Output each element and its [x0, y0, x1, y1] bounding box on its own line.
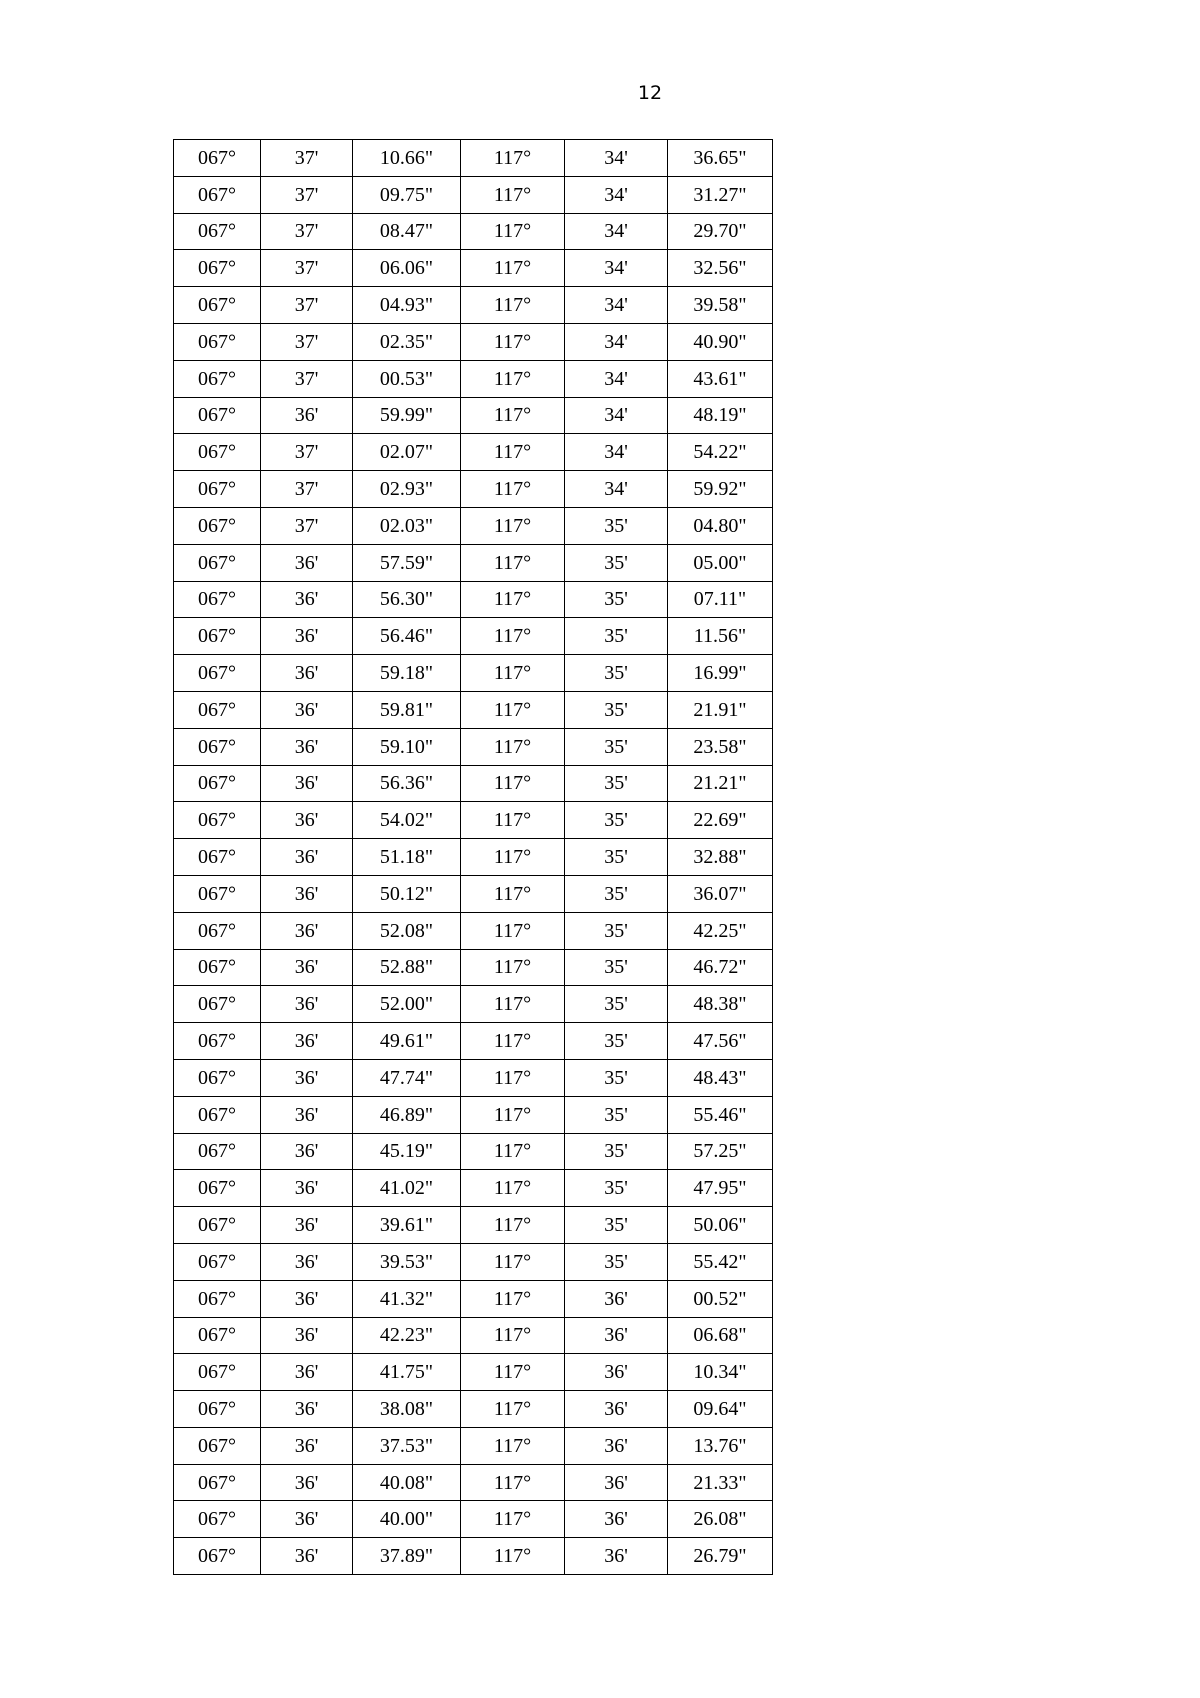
- lon-seconds-cell: 21.33": [668, 1464, 773, 1501]
- lat-degrees-cell: 067°: [174, 655, 261, 692]
- lon-seconds-cell: 32.88": [668, 839, 773, 876]
- lat-minutes-cell: 37': [261, 250, 353, 287]
- lon-minutes-cell: 35': [565, 1243, 668, 1280]
- lon-minutes-cell: 35': [565, 1170, 668, 1207]
- lat-minutes-cell: 36': [261, 1207, 353, 1244]
- lon-minutes-cell: 35': [565, 765, 668, 802]
- lon-seconds-cell: 42.25": [668, 912, 773, 949]
- lat-degrees-cell: 067°: [174, 1427, 261, 1464]
- lon-seconds-cell: 55.42": [668, 1243, 773, 1280]
- lon-seconds-cell: 29.70": [668, 213, 773, 250]
- lon-seconds-cell: 36.65": [668, 140, 773, 177]
- lat-seconds-cell: 04.93": [353, 287, 461, 324]
- lat-minutes-cell: 36': [261, 949, 353, 986]
- lat-degrees-cell: 067°: [174, 140, 261, 177]
- table-row: [174, 176, 773, 213]
- lat-seconds-cell: 40.00": [353, 1501, 461, 1538]
- lon-minutes-cell: 35': [565, 802, 668, 839]
- lon-degrees-cell: 117°: [461, 544, 565, 581]
- lon-seconds-cell: 23.58": [668, 728, 773, 765]
- lon-degrees-cell: 117°: [461, 802, 565, 839]
- lon-minutes-cell: 34': [565, 434, 668, 471]
- lat-seconds-cell: 59.99": [353, 397, 461, 434]
- lat-minutes-cell: 36': [261, 1059, 353, 1096]
- table-row: [174, 323, 773, 360]
- lon-degrees-cell: 117°: [461, 949, 565, 986]
- lat-degrees-cell: 067°: [174, 912, 261, 949]
- table-row: [174, 1096, 773, 1133]
- lat-seconds-cell: 39.53": [353, 1243, 461, 1280]
- lon-seconds-cell: 57.25": [668, 1133, 773, 1170]
- table-row: [174, 1243, 773, 1280]
- lat-degrees-cell: 067°: [174, 1170, 261, 1207]
- lat-seconds-cell: 45.19": [353, 1133, 461, 1170]
- lon-degrees-cell: 117°: [461, 581, 565, 618]
- lat-degrees-cell: 067°: [174, 250, 261, 287]
- lon-degrees-cell: 117°: [461, 728, 565, 765]
- lat-seconds-cell: 41.32": [353, 1280, 461, 1317]
- lon-minutes-cell: 36': [565, 1317, 668, 1354]
- lon-minutes-cell: 35': [565, 912, 668, 949]
- table-row: [174, 728, 773, 765]
- lon-seconds-cell: 00.52": [668, 1280, 773, 1317]
- lat-minutes-cell: 37': [261, 434, 353, 471]
- lon-seconds-cell: 09.64": [668, 1391, 773, 1428]
- lon-minutes-cell: 34': [565, 323, 668, 360]
- table-row: [174, 1207, 773, 1244]
- lat-minutes-cell: 36': [261, 1023, 353, 1060]
- lon-degrees-cell: 117°: [461, 1096, 565, 1133]
- lat-degrees-cell: 067°: [174, 397, 261, 434]
- lat-minutes-cell: 37': [261, 287, 353, 324]
- lon-seconds-cell: 40.90": [668, 323, 773, 360]
- lat-minutes-cell: 37': [261, 471, 353, 508]
- lon-seconds-cell: 47.56": [668, 1023, 773, 1060]
- page-number: 12: [637, 82, 663, 104]
- lon-minutes-cell: 35': [565, 1023, 668, 1060]
- lon-seconds-cell: 48.38": [668, 986, 773, 1023]
- lon-seconds-cell: 11.56": [668, 618, 773, 655]
- lon-minutes-cell: 35': [565, 1096, 668, 1133]
- lat-seconds-cell: 02.07": [353, 434, 461, 471]
- lat-seconds-cell: 02.03": [353, 507, 461, 544]
- lon-minutes-cell: 34': [565, 140, 668, 177]
- table-row: [174, 1023, 773, 1060]
- lat-degrees-cell: 067°: [174, 1059, 261, 1096]
- lat-degrees-cell: 067°: [174, 471, 261, 508]
- lat-minutes-cell: 36': [261, 912, 353, 949]
- lon-minutes-cell: 35': [565, 1207, 668, 1244]
- lon-minutes-cell: 35': [565, 691, 668, 728]
- lon-minutes-cell: 34': [565, 360, 668, 397]
- lat-degrees-cell: 067°: [174, 986, 261, 1023]
- table-row: [174, 765, 773, 802]
- lat-minutes-cell: 36': [261, 1096, 353, 1133]
- lon-minutes-cell: 35': [565, 618, 668, 655]
- table-row: [174, 1464, 773, 1501]
- table-row: [174, 1427, 773, 1464]
- lat-minutes-cell: 36': [261, 839, 353, 876]
- lat-seconds-cell: 56.30": [353, 581, 461, 618]
- lon-degrees-cell: 117°: [461, 1280, 565, 1317]
- table-row: [174, 471, 773, 508]
- lat-seconds-cell: 56.36": [353, 765, 461, 802]
- lat-degrees-cell: 067°: [174, 1464, 261, 1501]
- lon-degrees-cell: 117°: [461, 1023, 565, 1060]
- table-row: [174, 1280, 773, 1317]
- lat-seconds-cell: 52.00": [353, 986, 461, 1023]
- lon-degrees-cell: 117°: [461, 1317, 565, 1354]
- lon-minutes-cell: 35': [565, 507, 668, 544]
- lon-seconds-cell: 26.08": [668, 1501, 773, 1538]
- lat-minutes-cell: 36': [261, 544, 353, 581]
- lat-minutes-cell: 36': [261, 1391, 353, 1428]
- lon-minutes-cell: 36': [565, 1391, 668, 1428]
- lat-seconds-cell: 37.53": [353, 1427, 461, 1464]
- lon-degrees-cell: 117°: [461, 1427, 565, 1464]
- lat-seconds-cell: 49.61": [353, 1023, 461, 1060]
- lat-seconds-cell: 06.06": [353, 250, 461, 287]
- lon-degrees-cell: 117°: [461, 287, 565, 324]
- lon-seconds-cell: 21.21": [668, 765, 773, 802]
- lat-degrees-cell: 067°: [174, 1096, 261, 1133]
- lat-degrees-cell: 067°: [174, 1354, 261, 1391]
- table-row: [174, 434, 773, 471]
- lon-degrees-cell: 117°: [461, 986, 565, 1023]
- lon-degrees-cell: 117°: [461, 434, 565, 471]
- lon-degrees-cell: 117°: [461, 471, 565, 508]
- lon-degrees-cell: 117°: [461, 655, 565, 692]
- lon-seconds-cell: 22.69": [668, 802, 773, 839]
- table-row: [174, 618, 773, 655]
- lat-seconds-cell: 40.08": [353, 1464, 461, 1501]
- table-row: [174, 213, 773, 250]
- lat-seconds-cell: 52.08": [353, 912, 461, 949]
- lat-minutes-cell: 36': [261, 728, 353, 765]
- lon-minutes-cell: 35': [565, 581, 668, 618]
- table-row: [174, 986, 773, 1023]
- lat-degrees-cell: 067°: [174, 434, 261, 471]
- lon-degrees-cell: 117°: [461, 875, 565, 912]
- lat-minutes-cell: 36': [261, 655, 353, 692]
- lat-seconds-cell: 02.93": [353, 471, 461, 508]
- lon-seconds-cell: 48.19": [668, 397, 773, 434]
- lon-minutes-cell: 36': [565, 1280, 668, 1317]
- lon-degrees-cell: 117°: [461, 618, 565, 655]
- table-row: [174, 1501, 773, 1538]
- table-row: [174, 397, 773, 434]
- lat-seconds-cell: 59.18": [353, 655, 461, 692]
- lon-seconds-cell: 31.27": [668, 176, 773, 213]
- lat-degrees-cell: 067°: [174, 802, 261, 839]
- lon-seconds-cell: 59.92": [668, 471, 773, 508]
- lon-degrees-cell: 117°: [461, 397, 565, 434]
- table-row: [174, 1391, 773, 1428]
- lat-degrees-cell: 067°: [174, 287, 261, 324]
- lon-degrees-cell: 117°: [461, 1133, 565, 1170]
- table-row: [174, 1170, 773, 1207]
- lat-seconds-cell: 59.10": [353, 728, 461, 765]
- lat-seconds-cell: 42.23": [353, 1317, 461, 1354]
- lon-seconds-cell: 13.76": [668, 1427, 773, 1464]
- lon-seconds-cell: 46.72": [668, 949, 773, 986]
- lon-seconds-cell: 39.58": [668, 287, 773, 324]
- lat-seconds-cell: 37.89": [353, 1538, 461, 1575]
- lon-degrees-cell: 117°: [461, 1059, 565, 1096]
- lat-degrees-cell: 067°: [174, 1317, 261, 1354]
- lon-minutes-cell: 36': [565, 1501, 668, 1538]
- lat-seconds-cell: 38.08": [353, 1391, 461, 1428]
- lon-minutes-cell: 35': [565, 1059, 668, 1096]
- lat-minutes-cell: 36': [261, 1464, 353, 1501]
- lat-minutes-cell: 36': [261, 581, 353, 618]
- lat-degrees-cell: 067°: [174, 1280, 261, 1317]
- lon-minutes-cell: 35': [565, 986, 668, 1023]
- lat-seconds-cell: 39.61": [353, 1207, 461, 1244]
- table-row: [174, 1317, 773, 1354]
- lon-seconds-cell: 36.07": [668, 875, 773, 912]
- lat-degrees-cell: 067°: [174, 507, 261, 544]
- lat-seconds-cell: 08.47": [353, 213, 461, 250]
- lat-minutes-cell: 36': [261, 1427, 353, 1464]
- lon-minutes-cell: 35': [565, 544, 668, 581]
- lon-seconds-cell: 47.95": [668, 1170, 773, 1207]
- lat-minutes-cell: 37': [261, 140, 353, 177]
- lat-seconds-cell: 10.66": [353, 140, 461, 177]
- lat-degrees-cell: 067°: [174, 176, 261, 213]
- lat-degrees-cell: 067°: [174, 544, 261, 581]
- lat-seconds-cell: 46.89": [353, 1096, 461, 1133]
- table-row: [174, 507, 773, 544]
- lon-minutes-cell: 36': [565, 1538, 668, 1575]
- lon-seconds-cell: 50.06": [668, 1207, 773, 1244]
- table-row: [174, 287, 773, 324]
- lat-minutes-cell: 36': [261, 875, 353, 912]
- lat-degrees-cell: 067°: [174, 728, 261, 765]
- lon-degrees-cell: 117°: [461, 213, 565, 250]
- lat-minutes-cell: 36': [261, 1538, 353, 1575]
- coordinates-table: [173, 139, 773, 1575]
- table-row: [174, 140, 773, 177]
- table-row: [174, 802, 773, 839]
- lon-minutes-cell: 36': [565, 1464, 668, 1501]
- lon-minutes-cell: 35': [565, 875, 668, 912]
- lon-degrees-cell: 117°: [461, 691, 565, 728]
- lon-minutes-cell: 34': [565, 287, 668, 324]
- lon-degrees-cell: 117°: [461, 140, 565, 177]
- lat-seconds-cell: 47.74": [353, 1059, 461, 1096]
- lon-minutes-cell: 35': [565, 655, 668, 692]
- lat-minutes-cell: 36': [261, 802, 353, 839]
- lon-degrees-cell: 117°: [461, 1354, 565, 1391]
- lon-minutes-cell: 36': [565, 1427, 668, 1464]
- lat-minutes-cell: 36': [261, 618, 353, 655]
- table-row: [174, 1059, 773, 1096]
- lat-seconds-cell: 56.46": [353, 618, 461, 655]
- lat-degrees-cell: 067°: [174, 360, 261, 397]
- lat-degrees-cell: 067°: [174, 1207, 261, 1244]
- lon-degrees-cell: 117°: [461, 176, 565, 213]
- lat-seconds-cell: 51.18": [353, 839, 461, 876]
- table-row: [174, 875, 773, 912]
- lon-minutes-cell: 34': [565, 176, 668, 213]
- lat-degrees-cell: 067°: [174, 1538, 261, 1575]
- lon-seconds-cell: 32.56": [668, 250, 773, 287]
- lat-degrees-cell: 067°: [174, 765, 261, 802]
- lon-degrees-cell: 117°: [461, 1464, 565, 1501]
- lon-degrees-cell: 117°: [461, 507, 565, 544]
- lat-minutes-cell: 36': [261, 1280, 353, 1317]
- lon-minutes-cell: 35': [565, 949, 668, 986]
- lat-seconds-cell: 00.53": [353, 360, 461, 397]
- coordinates-table-body: [174, 140, 773, 1575]
- lat-minutes-cell: 36': [261, 765, 353, 802]
- lon-seconds-cell: 21.91": [668, 691, 773, 728]
- lat-degrees-cell: 067°: [174, 213, 261, 250]
- table-row: [174, 544, 773, 581]
- lon-seconds-cell: 48.43": [668, 1059, 773, 1096]
- lon-degrees-cell: 117°: [461, 765, 565, 802]
- table-row: [174, 949, 773, 986]
- lat-seconds-cell: 54.02": [353, 802, 461, 839]
- lon-seconds-cell: 06.68": [668, 1317, 773, 1354]
- lat-seconds-cell: 59.81": [353, 691, 461, 728]
- table-row: [174, 912, 773, 949]
- table-row: [174, 655, 773, 692]
- lon-seconds-cell: 43.61": [668, 360, 773, 397]
- lon-seconds-cell: 54.22": [668, 434, 773, 471]
- table-row: [174, 691, 773, 728]
- lat-seconds-cell: 02.35": [353, 323, 461, 360]
- lat-degrees-cell: 067°: [174, 839, 261, 876]
- lon-degrees-cell: 117°: [461, 839, 565, 876]
- lat-minutes-cell: 37': [261, 360, 353, 397]
- lon-degrees-cell: 117°: [461, 1501, 565, 1538]
- lat-degrees-cell: 067°: [174, 875, 261, 912]
- lat-minutes-cell: 36': [261, 1243, 353, 1280]
- table-row: [174, 839, 773, 876]
- lon-minutes-cell: 35': [565, 1133, 668, 1170]
- lat-degrees-cell: 067°: [174, 581, 261, 618]
- lon-degrees-cell: 117°: [461, 1391, 565, 1428]
- lon-seconds-cell: 04.80": [668, 507, 773, 544]
- lat-seconds-cell: 57.59": [353, 544, 461, 581]
- lon-seconds-cell: 07.11": [668, 581, 773, 618]
- lon-degrees-cell: 117°: [461, 912, 565, 949]
- lon-minutes-cell: 34': [565, 397, 668, 434]
- lon-minutes-cell: 34': [565, 471, 668, 508]
- lon-degrees-cell: 117°: [461, 1170, 565, 1207]
- lat-seconds-cell: 41.75": [353, 1354, 461, 1391]
- lat-minutes-cell: 36': [261, 1354, 353, 1391]
- table-row: [174, 250, 773, 287]
- lon-degrees-cell: 117°: [461, 1243, 565, 1280]
- lat-degrees-cell: 067°: [174, 323, 261, 360]
- lon-minutes-cell: 36': [565, 1354, 668, 1391]
- lat-degrees-cell: 067°: [174, 1243, 261, 1280]
- lon-seconds-cell: 05.00": [668, 544, 773, 581]
- table-row: [174, 1354, 773, 1391]
- lat-minutes-cell: 36': [261, 397, 353, 434]
- lat-minutes-cell: 37': [261, 213, 353, 250]
- lat-minutes-cell: 36': [261, 986, 353, 1023]
- lat-minutes-cell: 36': [261, 1317, 353, 1354]
- lat-degrees-cell: 067°: [174, 618, 261, 655]
- lat-seconds-cell: 09.75": [353, 176, 461, 213]
- lon-degrees-cell: 117°: [461, 1207, 565, 1244]
- lon-degrees-cell: 117°: [461, 1538, 565, 1575]
- lat-minutes-cell: 37': [261, 176, 353, 213]
- lat-minutes-cell: 37': [261, 507, 353, 544]
- lon-minutes-cell: 35': [565, 728, 668, 765]
- lat-degrees-cell: 067°: [174, 1133, 261, 1170]
- lon-minutes-cell: 35': [565, 839, 668, 876]
- lat-minutes-cell: 36': [261, 1133, 353, 1170]
- table-row: [174, 360, 773, 397]
- lon-seconds-cell: 26.79": [668, 1538, 773, 1575]
- lat-degrees-cell: 067°: [174, 1023, 261, 1060]
- lat-degrees-cell: 067°: [174, 1501, 261, 1538]
- lon-degrees-cell: 117°: [461, 250, 565, 287]
- lat-degrees-cell: 067°: [174, 949, 261, 986]
- lat-minutes-cell: 36': [261, 1170, 353, 1207]
- lat-degrees-cell: 067°: [174, 691, 261, 728]
- lon-degrees-cell: 117°: [461, 323, 565, 360]
- lon-minutes-cell: 34': [565, 250, 668, 287]
- lat-minutes-cell: 36': [261, 691, 353, 728]
- lat-seconds-cell: 41.02": [353, 1170, 461, 1207]
- lat-seconds-cell: 52.88": [353, 949, 461, 986]
- lat-degrees-cell: 067°: [174, 1391, 261, 1428]
- lat-minutes-cell: 37': [261, 323, 353, 360]
- table-row: [174, 1538, 773, 1575]
- lon-seconds-cell: 55.46": [668, 1096, 773, 1133]
- lat-minutes-cell: 36': [261, 1501, 353, 1538]
- table-row: [174, 581, 773, 618]
- lat-seconds-cell: 50.12": [353, 875, 461, 912]
- lon-seconds-cell: 16.99": [668, 655, 773, 692]
- lon-minutes-cell: 34': [565, 213, 668, 250]
- table-row: [174, 1133, 773, 1170]
- lon-degrees-cell: 117°: [461, 360, 565, 397]
- lon-seconds-cell: 10.34": [668, 1354, 773, 1391]
